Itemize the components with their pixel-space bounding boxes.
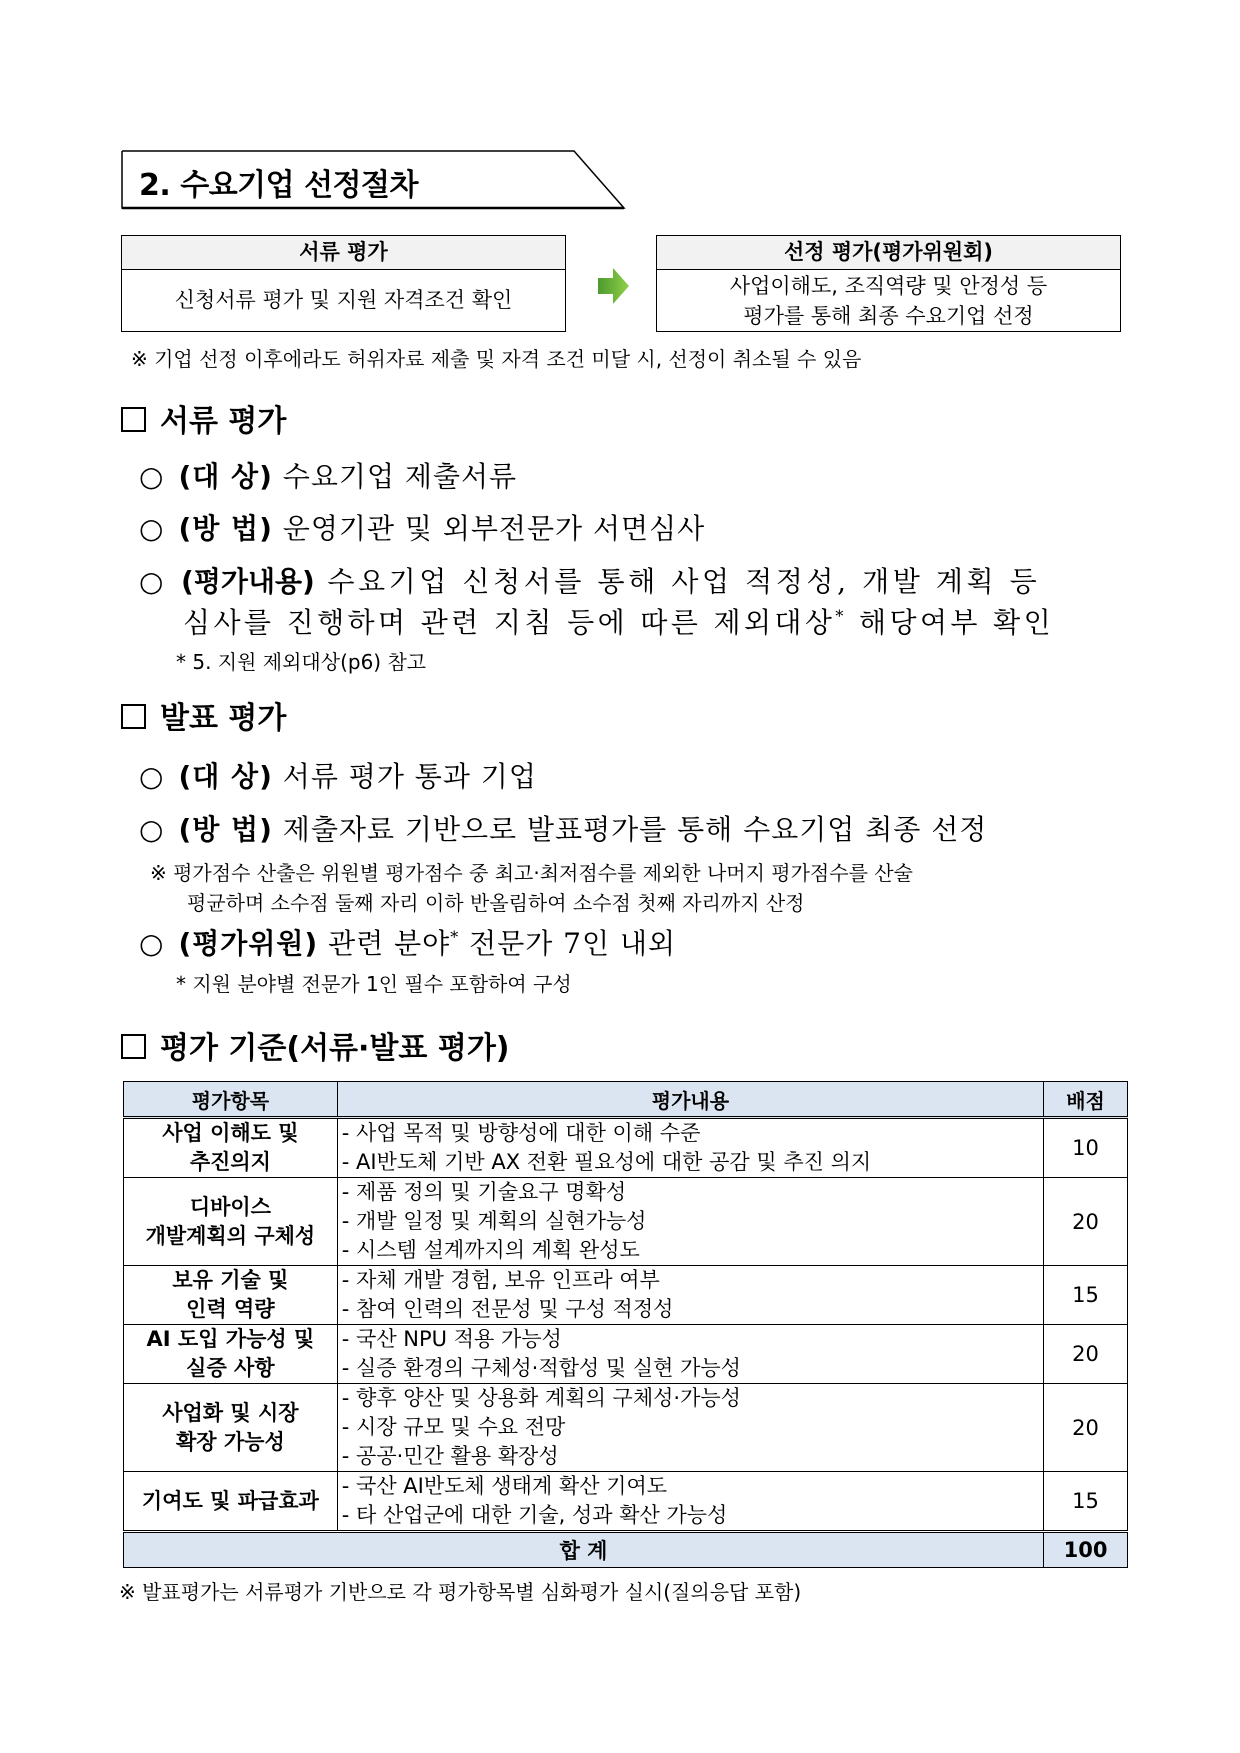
- row-content-line: - 개발 일정 및 계획의 실현가능성: [341, 1209, 647, 1233]
- row-content-line: - 실증 환경의 구체성·적합성 및 실현 가능성: [341, 1356, 741, 1380]
- row-category: 디바이스: [189, 1194, 271, 1219]
- document-footnote: * 5. 지원 제외대상(p6) 참고: [176, 650, 427, 674]
- row-points: 20: [1044, 1178, 1128, 1266]
- row-category: 사업화 및 시장: [162, 1400, 299, 1425]
- row-content-line: - 자체 개발 경험, 보유 인프라 여부: [341, 1268, 660, 1292]
- table-row: [124, 1384, 1128, 1472]
- total-row: [124, 1532, 1128, 1568]
- header-points: 배점: [1044, 1082, 1128, 1118]
- table-row: [124, 1178, 1128, 1266]
- row-category: 개발계획의 구체성: [145, 1223, 316, 1248]
- section-title-tab: [121, 150, 626, 210]
- row-category: AI 도입 가능성 및: [146, 1327, 315, 1351]
- process-step-selection-body-line2: 평가를 통해 최종 수요기업 선정: [743, 304, 1034, 328]
- row-points: 15: [1044, 1266, 1128, 1325]
- process-step-selection: [656, 235, 1121, 332]
- header-item: 평가항목: [124, 1082, 338, 1118]
- criteria-table: [123, 1081, 1128, 1568]
- process-step-document-body: 신청서류 평가 및 지원 자격조건 확인: [174, 288, 513, 312]
- row-content-line: - 제품 정의 및 기술요구 명확성: [341, 1180, 627, 1204]
- circle-bullet-icon: ○: [139, 813, 165, 846]
- process-note: ※ 기업 선정 이후에라도 허위자료 제출 및 자격 조건 미달 시, 선정이 취소될 수 있음: [131, 347, 862, 371]
- row-points: 10: [1044, 1118, 1128, 1178]
- presentation-note-line1: ※ 평가점수 산출은 위원별 평가점수 중 최고·최저점수를 제외한 나머지 평가점수를 산술: [150, 861, 913, 885]
- checkbox-square-icon: [121, 704, 146, 729]
- row-content-line: - 공공·민간 활용 확장성: [341, 1444, 559, 1468]
- presentation-target: ○ (대 상) 서류 평가 통과 기업: [139, 760, 537, 793]
- process-step-selection-body-line1: 사업이해도, 조직역량 및 안정성 등: [729, 274, 1048, 298]
- document-method: ○ (방 법) 운영기관 및 외부전문가 서면심사: [139, 512, 706, 545]
- right-arrow-icon: [598, 268, 630, 304]
- presentation-panel: ○ (평가위원) 관련 분야* 전문가 7인 내외: [139, 927, 677, 960]
- document-review-heading: 서류 평가: [121, 396, 286, 440]
- row-category: 실증 사항: [186, 1356, 275, 1380]
- presentation-note-line2: 평균하며 소수점 둘째 자리 이하 반올림하여 소수점 첫째 자리까지 산정: [187, 891, 805, 915]
- presentation-method: ○ (방 법) 제출자료 기반으로 발표평가를 통해 수요기업 최종 선정: [139, 813, 988, 846]
- process-step-document: [121, 235, 566, 332]
- row-content-line: - 타 산업군에 대한 기술, 성과 확산 가능성: [341, 1503, 728, 1527]
- section-title: 2. 수요기업 선정절차: [139, 168, 418, 203]
- circle-bullet-icon: ○: [139, 760, 165, 793]
- document-target: ○ (대 상) 수요기업 제출서류: [139, 460, 518, 493]
- row-points: 20: [1044, 1384, 1128, 1472]
- row-content-line: - 국산 AI반도체 생태계 확산 기여도: [341, 1474, 668, 1498]
- row-points: 15: [1044, 1472, 1128, 1532]
- table-row: [124, 1472, 1128, 1532]
- row-category: 추진의지: [189, 1150, 271, 1174]
- circle-bullet-icon: ○: [139, 565, 168, 598]
- criteria-footnote: ※ 발표평가는 서류평가 기반으로 각 평가항목별 심화평가 실시(질의응답 포함): [119, 1580, 802, 1604]
- row-points: 20: [1044, 1325, 1128, 1384]
- table-row: [124, 1118, 1128, 1178]
- row-category: 기여도 및 파급효과: [141, 1488, 319, 1513]
- checkbox-square-icon: [121, 1034, 146, 1059]
- criteria-heading: 평가 기준(서류·발표 평가): [121, 1023, 510, 1067]
- document-content-cont: 심사를 진행하며 관련 지침 등에 따른 제외대상* 해당여부 확인: [183, 606, 1055, 639]
- circle-bullet-icon: ○: [139, 512, 165, 545]
- total-points: 100: [1044, 1532, 1128, 1568]
- document-content: ○ (평가내용) 수요기업 신청서를 통해 사업 적정성, 개발 계획 등: [139, 565, 1041, 598]
- row-content-line: - AI반도체 기반 AX 전환 필요성에 대한 공감 및 추진 의지: [341, 1150, 872, 1174]
- row-content-line: - 참여 인력의 전문성 및 구성 적정성: [341, 1297, 674, 1321]
- row-content-line: - 시장 규모 및 수요 전망: [341, 1415, 566, 1439]
- process-step-selection-header: 선정 평가(평가위원회): [657, 236, 1120, 270]
- row-category: 인력 역량: [186, 1297, 275, 1321]
- row-content-line: - 향후 양산 및 상용화 계획의 구체성·가능성: [341, 1386, 741, 1410]
- row-category: 확장 가능성: [176, 1429, 285, 1454]
- presentation-footnote: * 지원 분야별 전문가 1인 필수 포함하여 구성: [176, 972, 572, 996]
- table-row: [124, 1266, 1128, 1325]
- total-label: 합 계: [124, 1532, 1044, 1568]
- circle-bullet-icon: ○: [139, 460, 165, 493]
- row-category: 사업 이해도 및: [162, 1121, 299, 1145]
- row-category: 보유 기술 및: [172, 1268, 289, 1292]
- row-content-line: - 사업 목적 및 방향성에 대한 이해 수준: [341, 1121, 701, 1145]
- row-content-line: - 국산 NPU 적용 가능성: [341, 1327, 562, 1351]
- table-row: [124, 1325, 1128, 1384]
- process-step-document-header: 서류 평가: [122, 236, 565, 270]
- checkbox-square-icon: [121, 407, 146, 432]
- criteria-header-row: [124, 1082, 1128, 1118]
- header-content: 평가내용: [337, 1082, 1043, 1118]
- circle-bullet-icon: ○: [139, 927, 165, 960]
- row-content-line: - 시스템 설계까지의 계획 완성도: [341, 1238, 640, 1262]
- presentation-review-heading: 발표 평가: [121, 693, 286, 737]
